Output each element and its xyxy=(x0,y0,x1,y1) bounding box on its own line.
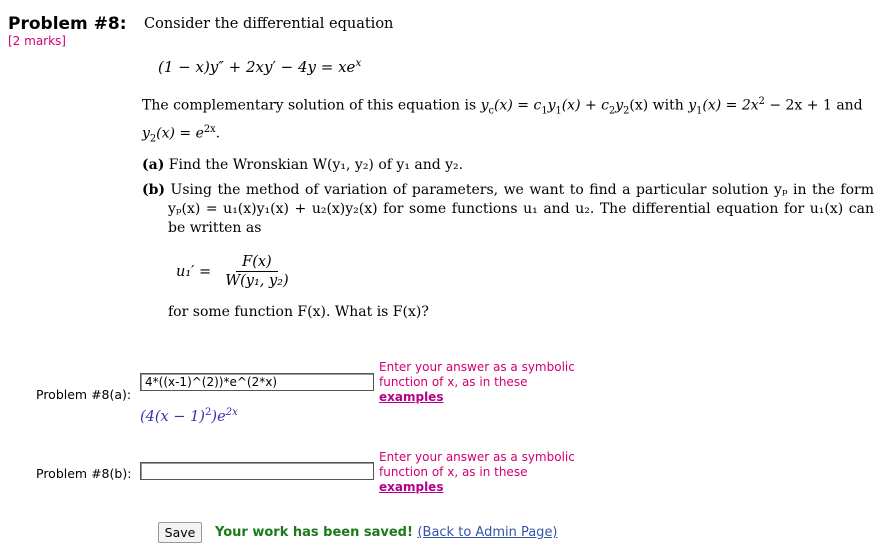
problem-marks: [2 marks] xyxy=(8,34,66,48)
u1-equation xyxy=(176,254,295,289)
part-b xyxy=(142,181,874,238)
part-a-label: (a) xyxy=(142,157,165,173)
fraction-denominator: W(y₁, y₂) xyxy=(225,273,289,289)
complementary-solution-text: The complementary solution of this equation is $y_c(x) = c_1y_1(x) + c_2y_2(x)$ with $y_1(x) = 2x^2 - 2x + 1$ and $y_2(x) = e^{2x}$. xyxy=(142,96,863,145)
answer-a-input[interactable] xyxy=(140,373,374,391)
answer-b-label: Problem #8(b): xyxy=(36,466,132,481)
answer-a-hint: Enter your answer as a symbolic function of x, as in these examples xyxy=(379,360,575,404)
examples-link-a[interactable]: examples xyxy=(379,390,444,404)
u1-lhs: u₁′ = xyxy=(176,263,212,280)
back-to-admin-link[interactable]: (Back to Admin Page) xyxy=(417,525,558,540)
part-a xyxy=(142,156,874,175)
answer-b-input[interactable] xyxy=(140,462,374,480)
saved-message: Your work has been saved! xyxy=(215,525,413,540)
answer-b-hint: Enter your answer as a symbolic function of x, as in these examples xyxy=(379,450,575,494)
u1-fraction xyxy=(219,254,294,289)
saved-status xyxy=(215,525,558,540)
part-b-label: (b) xyxy=(142,182,166,198)
answer-a-preview: $(4(x - 1)^2)e^{2x}$ xyxy=(140,407,238,425)
fraction-numerator: F(x) xyxy=(236,254,278,272)
differential-equation: $(1 - x)y'' + 2xy' - 4y = xe^x$ xyxy=(158,57,362,76)
problem-title: Problem #8: xyxy=(8,14,127,34)
question-text: for some function F(x). What is F(x)? xyxy=(168,304,429,320)
save-button[interactable]: Save xyxy=(158,522,202,543)
part-b-text: Using the method of variation of parameters, we want to find a particular solution yₚ in the form yₚ(x) = u₁(x)y₁(x) + u₂(x)y₂(x) for some functions u₁ and u₂. The differential equation for u₁(x) can be written as xyxy=(168,182,874,236)
problem-intro: Consider the differential equation xyxy=(144,16,394,32)
examples-link-b[interactable]: examples xyxy=(379,480,444,494)
part-a-text: Find the Wronskian W(y₁, y₂) of y₁ and y₂. xyxy=(168,157,464,173)
answer-a-label: Problem #8(a): xyxy=(36,387,132,402)
